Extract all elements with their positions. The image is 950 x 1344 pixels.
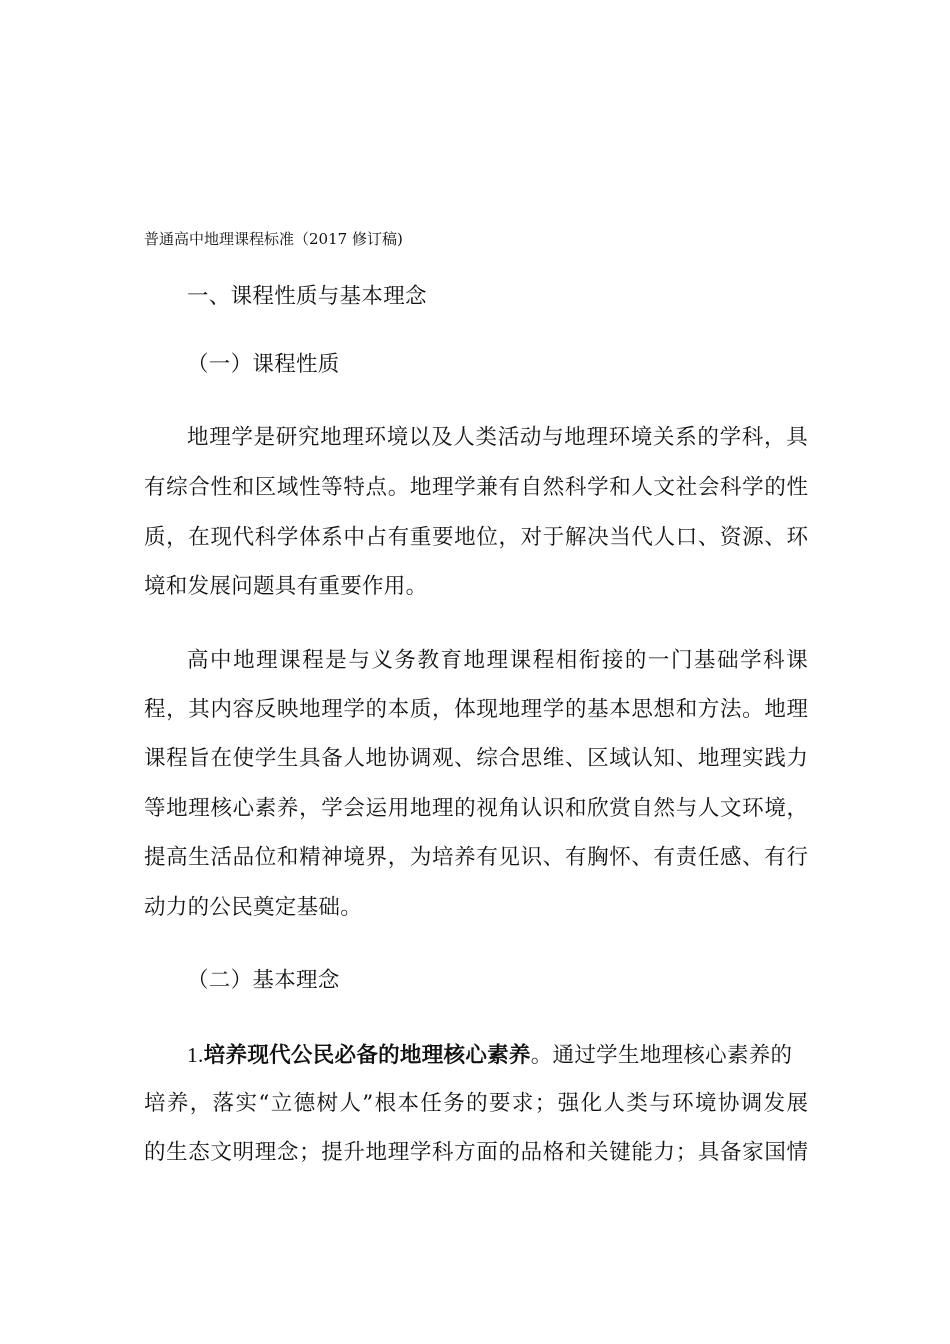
- paragraph-line: 等地理核心素养，学会运用地理的视角认识和欣赏自然与人文环境，: [144, 796, 808, 821]
- list-item-bold-title: 培养现代公民必备的地理核心素养: [203, 1043, 531, 1068]
- list-item-1-first-line: [187, 1040, 792, 1071]
- section-heading-course-nature-and-philosophy: 一、课程性质与基本理念: [187, 284, 427, 309]
- document-header: 普通高中地理课程标准（2017 修订稿): [144, 230, 403, 248]
- subsection-heading-course-nature: （一）课程性质: [187, 352, 340, 377]
- paragraph-line: 课程旨在使学生具备人地协调观、综合思维、区域认知、地理实践力: [144, 746, 808, 771]
- paragraph-line: 提高生活品位和精神境界，为培养有见识、有胸怀、有责任感、有行: [144, 845, 808, 870]
- paragraph-line: 有综合性和区域性等特点。地理学兼有自然科学和人文社会科学的性: [144, 475, 808, 500]
- subsection-heading-basic-philosophy: （二）基本理念: [187, 968, 340, 993]
- paragraph-line: 的生态文明理念；提升地理学科方面的品格和关键能力；具备家国情: [144, 1140, 808, 1165]
- list-item-number: 1.: [187, 1043, 204, 1067]
- paragraph-line: 程，其内容反映地理学的本质，体现地理学的基本思想和方法。地理: [144, 697, 808, 722]
- paragraph-line: 境和发展问题具有重要作用。: [144, 574, 428, 599]
- paragraph-line: 质，在现代科学体系中占有重要地位，对于解决当代人口、资源、环: [144, 525, 808, 550]
- paragraph-line: 动力的公民奠定基础。: [144, 895, 363, 920]
- paragraph-line: 培养，落实“立德树人”根本任务的要求；强化人类与环境协调发展: [144, 1091, 808, 1116]
- paragraph-line: 地理学是研究地理环境以及人类活动与地理环境关系的学科，具: [187, 425, 808, 450]
- paragraph-line: 高中地理课程是与义务教育地理课程相衔接的一门基础学科课: [187, 648, 808, 673]
- list-item-lead-text: 。通过学生地理核心素养的: [530, 1043, 793, 1068]
